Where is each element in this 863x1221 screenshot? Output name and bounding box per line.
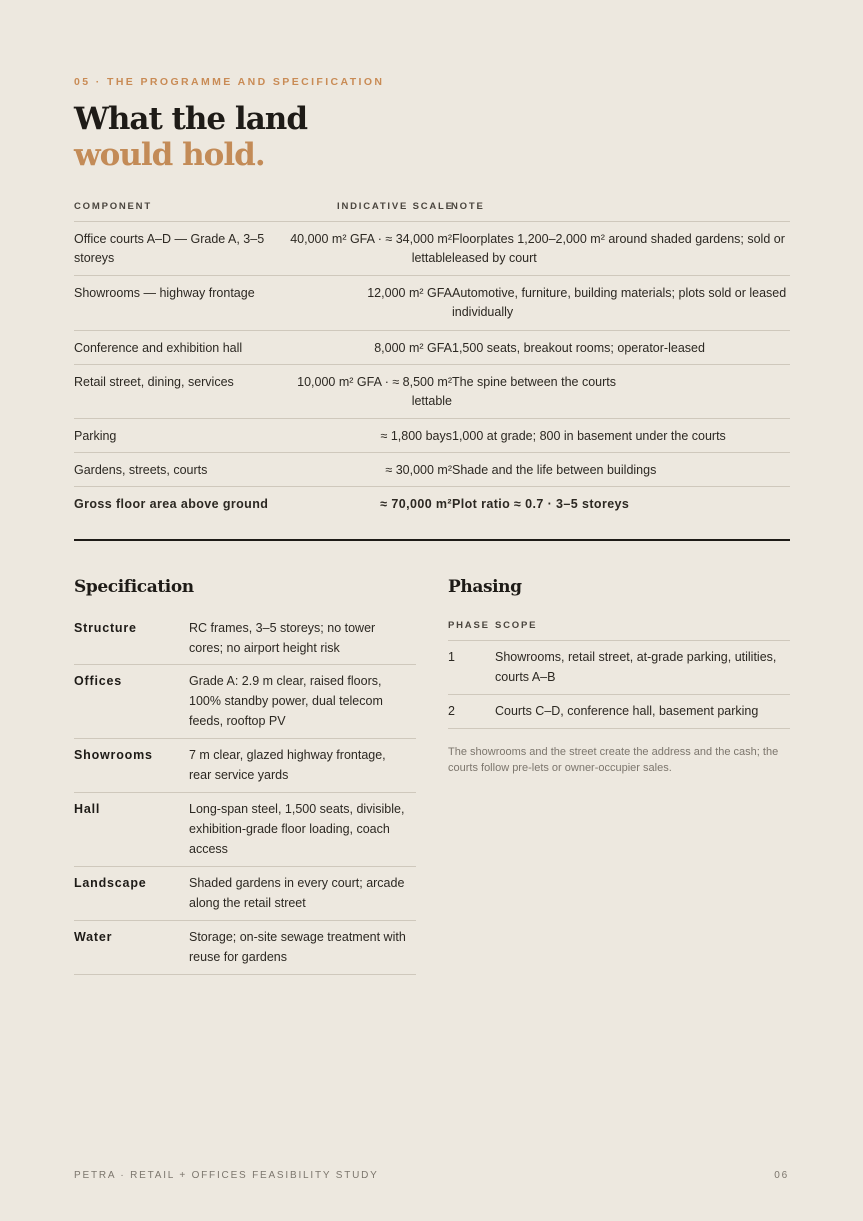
component-cell: Retail street, dining, services xyxy=(74,375,234,389)
scale-cell: ≈ 1,800 bays xyxy=(380,429,452,443)
scale-cell: ≈ 70,000 m² xyxy=(380,497,452,511)
table-row xyxy=(74,419,790,453)
page-title xyxy=(74,101,307,173)
table-row xyxy=(74,453,790,487)
phase-scope: Showrooms, retail street, at-grade parking, utilities, courts A–B xyxy=(495,650,777,684)
note-cell: 1,000 at grade; 800 in basement under the courts xyxy=(452,429,726,443)
column-header-phase: PHASE xyxy=(448,620,490,631)
phase-number: 1 xyxy=(448,650,455,664)
programme-table xyxy=(74,194,790,541)
scale-cell: 8,000 m² GFA xyxy=(374,341,452,355)
section-eyebrow: 05 · THE PROGRAMME AND SPECIFICATION xyxy=(74,76,385,88)
spec-key: Structure xyxy=(74,621,137,635)
title-line-1: What the land xyxy=(74,101,308,137)
specification-table xyxy=(74,612,416,975)
table-row xyxy=(74,365,790,419)
phase-number: 2 xyxy=(448,704,455,718)
phase-row xyxy=(448,695,790,729)
scale-cell: 12,000 m² GFA xyxy=(367,286,452,300)
column-header-component: COMPONENT xyxy=(74,201,152,212)
spec-row xyxy=(74,665,416,739)
spec-key: Landscape xyxy=(74,876,147,890)
table-row xyxy=(74,331,790,365)
spec-row xyxy=(74,921,416,975)
component-cell: Conference and exhibition hall xyxy=(74,341,243,355)
phase-scope: Courts C–D, conference hall, basement parking xyxy=(495,704,759,718)
spec-key: Hall xyxy=(74,802,101,816)
column-header-scale: INDICATIVE SCALE xyxy=(337,201,454,212)
scale-cell: ≈ 30,000 m² xyxy=(385,463,452,477)
spec-key: Offices xyxy=(74,674,122,688)
column-header-scope: SCOPE xyxy=(495,620,538,631)
spec-value: Grade A: 2.9 m clear, raised floors, 100% standby power, dual telecom feeds, rooftop PV xyxy=(189,674,383,728)
programme-table-header xyxy=(74,194,790,222)
component-cell: Gardens, streets, courts xyxy=(74,463,208,477)
phasing-table xyxy=(448,612,790,729)
table-row xyxy=(74,222,790,276)
note-cell: Shade and the life between buildings xyxy=(452,463,657,477)
spec-value: 7 m clear, glazed highway frontage, rear service yards xyxy=(189,748,386,782)
spec-key: Water xyxy=(74,930,113,944)
component-cell: Office courts A–D — Grade A, 3–5 storeys xyxy=(74,232,265,265)
specification-title: Specification xyxy=(74,577,194,597)
spec-key: Showrooms xyxy=(74,748,153,762)
phasing-table-header xyxy=(448,612,790,641)
spec-value: Storage; on-site sewage treatment with reuse for gardens xyxy=(189,930,406,964)
component-cell: Parking xyxy=(74,429,117,443)
spec-row xyxy=(74,612,416,665)
spec-value: RC frames, 3–5 storeys; no tower cores; no airport height risk xyxy=(189,621,376,655)
scale-cell: 10,000 m² GFA · ≈ 8,500 m² lettable xyxy=(297,375,452,408)
spec-value: Long-span steel, 1,500 seats, divisible, exhibition-grade floor loading, coach access xyxy=(189,802,405,856)
phase-row xyxy=(448,641,790,695)
note-cell: 1,500 seats, breakout rooms; operator-leased xyxy=(452,341,705,355)
table-total-row xyxy=(74,487,790,541)
spec-row xyxy=(74,739,416,793)
phasing-title: Phasing xyxy=(448,577,522,597)
title-line-2: would hold. xyxy=(74,137,265,173)
note-cell: Plot ratio ≈ 0.7 · 3–5 storeys xyxy=(452,497,630,511)
note-cell: The spine between the courts xyxy=(452,375,616,389)
footer-title: PETRA · RETAIL + OFFICES FEASIBILITY STUDY xyxy=(74,1170,379,1181)
scale-cell: 40,000 m² GFA · ≈ 34,000 m² lettable xyxy=(290,232,452,265)
spec-value: Shaded gardens in every court; arcade along the retail street xyxy=(189,876,405,910)
spec-row xyxy=(74,867,416,921)
page-number: 06 xyxy=(774,1170,789,1181)
phasing-note: The showrooms and the street create the address and the cash; the courts follow pre-lets or owner-occupier sales. xyxy=(448,746,779,774)
note-cell: Floorplates 1,200–2,000 m² around shaded gardens; sold or leased by court xyxy=(452,232,785,265)
column-header-note: NOTE xyxy=(451,201,485,212)
note-cell: Automotive, furniture, building materials; plots sold or leased individually xyxy=(452,286,787,319)
component-cell: Showrooms — highway frontage xyxy=(74,286,255,300)
table-row xyxy=(74,276,790,331)
spec-row xyxy=(74,793,416,867)
component-cell: Gross floor area above ground xyxy=(74,497,269,511)
